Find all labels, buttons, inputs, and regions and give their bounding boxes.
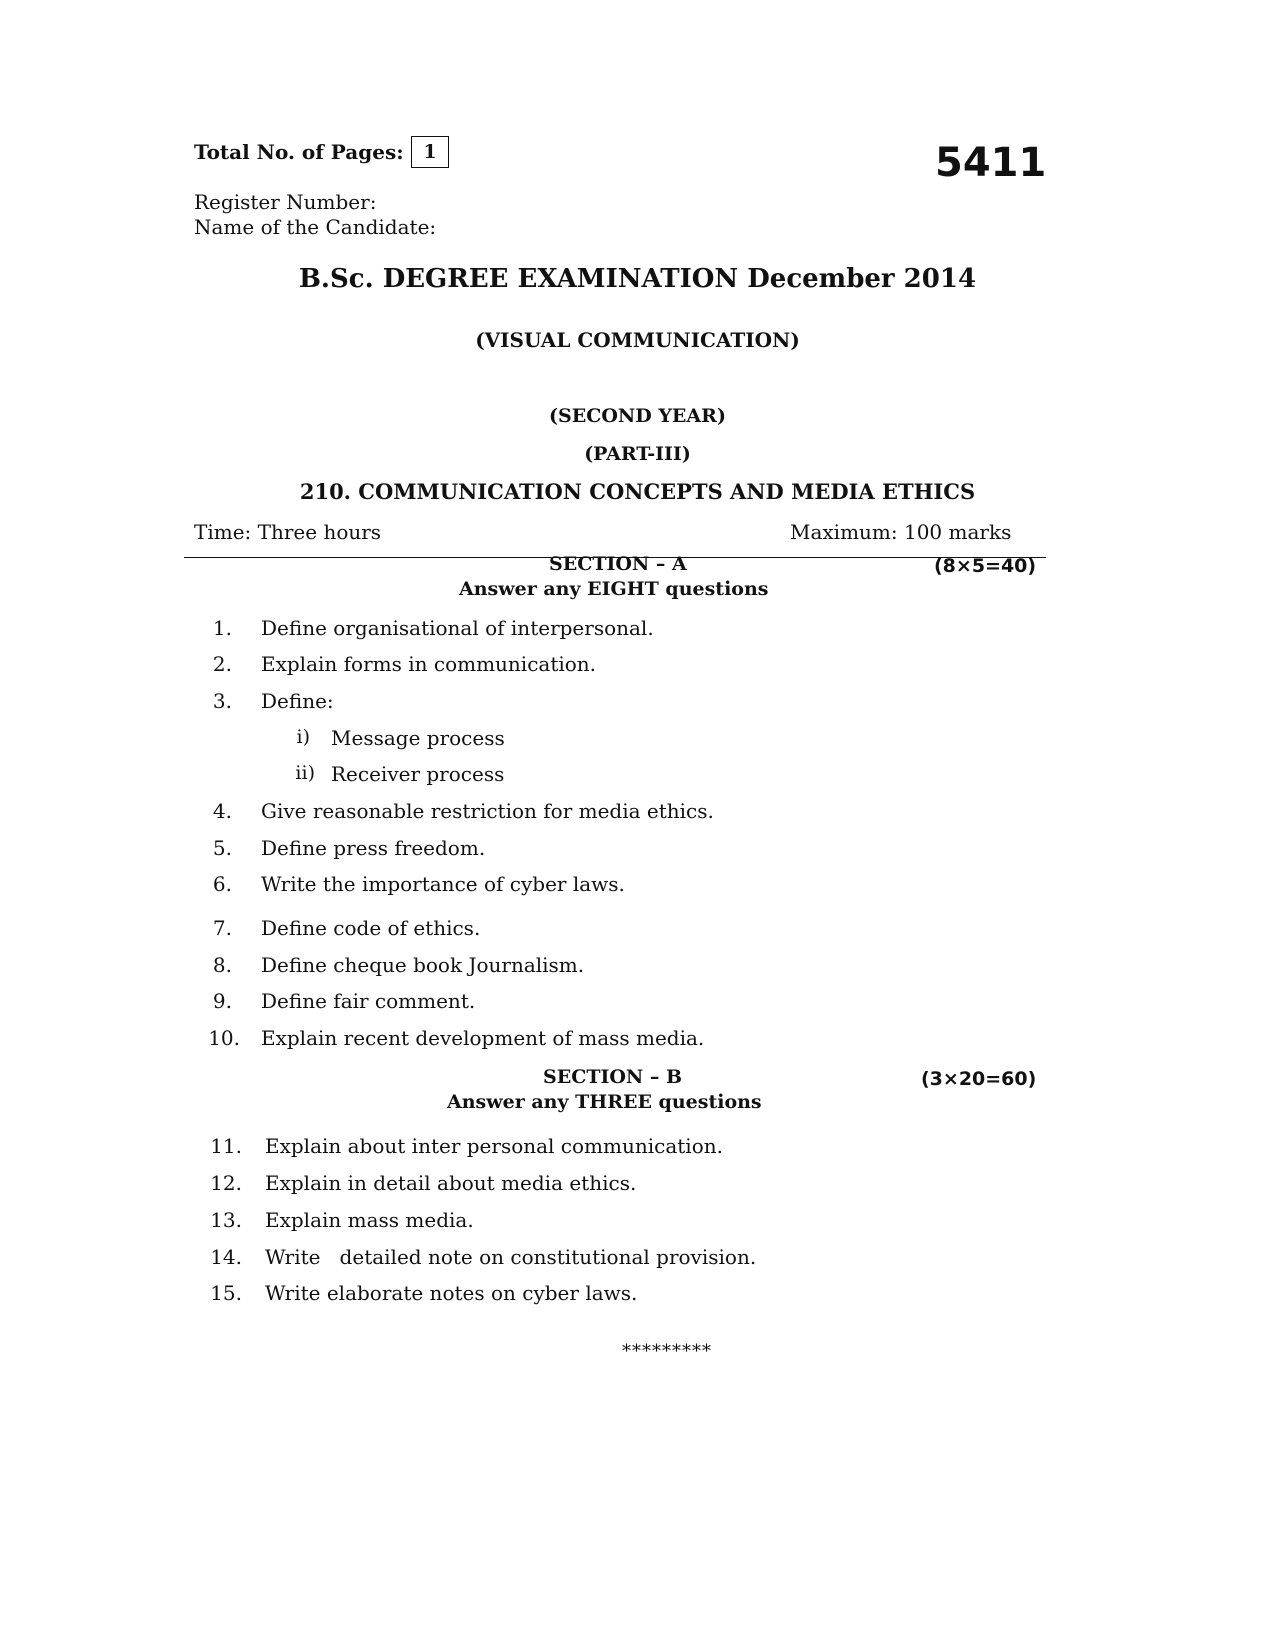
sub-item-number: ii) (295, 762, 315, 784)
sub-item-number: i) (296, 726, 310, 748)
question-number: 4. (212, 799, 232, 823)
section-a-marks: (8×5=40) (934, 555, 1037, 577)
maximum-marks: Maximum: 100 marks (790, 520, 1012, 544)
exam-duration: Time: Three hours (194, 520, 382, 544)
question-text: Define fair comment. (261, 989, 476, 1013)
question-number: 5. (212, 836, 232, 860)
question-text: Define code of ethics. (261, 916, 481, 940)
question-number: 12. (210, 1171, 242, 1195)
question-text: Write elaborate notes on cyber laws. (265, 1281, 638, 1305)
exam-title: B.Sc. DEGREE EXAMINATION December 2014 (298, 264, 977, 294)
question-text: Explain forms in communication. (261, 652, 597, 676)
question-text: Define press freedom. (261, 836, 486, 860)
question-number: 15. (210, 1281, 242, 1305)
question-number: 1. (212, 616, 232, 640)
register-number-label: Register Number: (194, 190, 377, 214)
subject-title: (VISUAL COMMUNICATION) (475, 328, 800, 352)
question-text: Explain about inter personal communication. (265, 1134, 723, 1158)
section-a-instruction: Answer any EIGHT questions (459, 578, 769, 600)
question-text: Explain recent development of mass media. (261, 1026, 705, 1050)
question-text: Explain mass media. (265, 1208, 474, 1232)
question-number: 11. (210, 1134, 242, 1158)
part-title: (PART-III) (584, 443, 691, 465)
question-text: Define cheque book Journalism. (261, 953, 585, 977)
candidate-name-label: Name of the Candidate: (194, 215, 437, 239)
end-of-paper-stars: ********* (622, 1341, 712, 1362)
question-text: Define organisational of interpersonal. (261, 616, 654, 640)
year-title: (SECOND YEAR) (549, 405, 726, 427)
section-a-title: SECTION – A (549, 553, 687, 575)
sub-item-text: Message process (331, 726, 505, 750)
question-number: 9. (212, 989, 232, 1013)
question-number: 8. (212, 953, 232, 977)
question-text: Explain in detail about media ethics. (265, 1171, 637, 1195)
question-number: 3. (212, 689, 232, 713)
question-number: 14. (210, 1245, 242, 1269)
question-text: Give reasonable restriction for media ethics. (261, 799, 714, 823)
sub-item-text: Receiver process (331, 762, 505, 786)
question-number: 6. (212, 872, 232, 896)
question-number: 2. (212, 652, 232, 676)
course-title: 210. COMMUNICATION CONCEPTS AND MEDIA ETHICS (299, 479, 976, 504)
total-pages-label: Total No. of Pages: (194, 140, 404, 164)
question-text: Write the importance of cyber laws. (261, 872, 625, 896)
question-number: 13. (210, 1208, 242, 1232)
question-text: Define: (261, 689, 334, 713)
section-b-title: SECTION – B (543, 1066, 683, 1088)
paper-code: 5411 (935, 140, 1047, 186)
question-number: 10. (208, 1026, 240, 1050)
total-pages-value: 1 (411, 136, 449, 168)
question-number: 7. (212, 916, 232, 940)
section-b-marks: (3×20=60) (921, 1068, 1037, 1090)
question-text: Write detailed note on constitutional provision. (265, 1245, 757, 1269)
section-b-instruction: Answer any THREE questions (447, 1091, 762, 1113)
